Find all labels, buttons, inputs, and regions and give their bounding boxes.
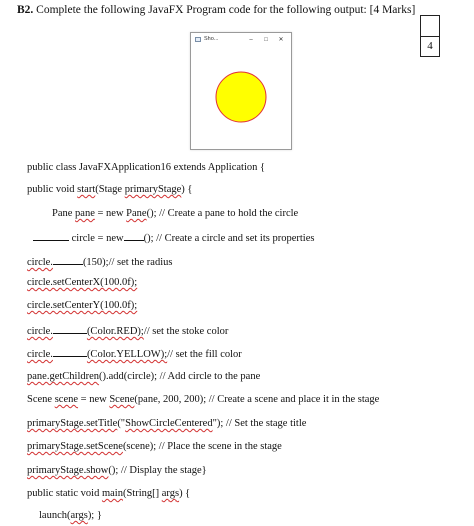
- minimize-icon[interactable]: –: [249, 37, 253, 43]
- code-token: Scene: [109, 394, 135, 405]
- code-token: start: [77, 184, 96, 195]
- code-line-4: [33, 230, 314, 246]
- circle-canvas: [191, 47, 291, 149]
- code-token: (": [117, 418, 126, 429]
- code-line-12: [27, 417, 306, 431]
- code-token: circle.: [27, 349, 53, 360]
- code-token: args: [70, 510, 88, 521]
- code-token: args: [161, 488, 180, 499]
- code-token: Pane: [52, 208, 76, 219]
- code-line-9: [27, 346, 242, 362]
- code-line-13: [27, 440, 282, 454]
- code-token: launch(: [39, 510, 71, 521]
- code-token: pane.getChildren: [27, 371, 100, 382]
- window-title: Sho...: [204, 36, 219, 42]
- marks-value: 4: [427, 40, 433, 52]
- code-token: ().add(circle); // Add circle to the pane: [99, 371, 261, 382]
- code-line-15: [27, 487, 190, 501]
- code-line-11: [27, 393, 379, 407]
- code-line-10: [27, 370, 260, 384]
- code-token: circle.setCenterY(100.0f);: [27, 300, 138, 311]
- code-token: = new: [94, 208, 127, 219]
- code-token: circle.: [27, 257, 53, 268]
- code-token: ) {: [181, 184, 193, 195]
- code-token: primaryStage.setScene: [27, 441, 123, 452]
- code-token: (150);// set the radius: [82, 257, 173, 268]
- code-token: = new: [78, 394, 110, 405]
- code-token: (); // Create a circle and set its properties: [143, 233, 315, 244]
- code-token: // set the stoke color: [143, 326, 229, 337]
- code-token: circle.setCenterX(100.0f);: [27, 277, 138, 288]
- code-token: (String[]: [122, 488, 162, 499]
- maximize-icon[interactable]: □: [264, 37, 268, 43]
- code-token: scene: [54, 394, 79, 405]
- question-number: B2.: [17, 4, 34, 16]
- code-line-16: [39, 509, 102, 523]
- code-token: pane: [75, 208, 95, 219]
- code-token: main: [101, 488, 123, 499]
- code-token: circle = new: [69, 233, 124, 244]
- code-token: Scene: [27, 394, 55, 405]
- code-line-3: [52, 207, 298, 221]
- code-token: ); }: [87, 510, 102, 521]
- code-token: public void: [27, 184, 78, 195]
- marks-box: [420, 15, 440, 57]
- code-token: circle.: [27, 326, 53, 337]
- app-icon: [195, 37, 201, 42]
- code-token: // set the fill color: [167, 349, 242, 360]
- fill-blank[interactable]: [53, 346, 87, 357]
- window-canvas: [191, 47, 291, 149]
- close-icon[interactable]: ✕: [278, 37, 284, 43]
- code-token: Pane: [126, 208, 147, 219]
- fill-blank[interactable]: [53, 254, 83, 265]
- question-body: Complete the following JavaFX Program code for the following output: [4 Marks]: [33, 4, 416, 16]
- code-line-7: [27, 299, 137, 313]
- code-token: (); // Create a pane to hold the circle: [146, 208, 299, 219]
- code-token: primaryStage: [124, 184, 182, 195]
- question-text: [17, 4, 415, 16]
- class-declaration: public class JavaFXApplication16 extends Application {: [27, 162, 266, 173]
- code-token: "); // Set the stage title: [212, 418, 307, 429]
- code-token: (Stage: [95, 184, 125, 195]
- code-token: (pane, 200, 200); // Create a scene and place it in the stage: [134, 394, 380, 405]
- code-token: ) {: [179, 488, 191, 499]
- window-titlebar: [191, 33, 291, 47]
- code-token: (Color.YELLOW);: [86, 349, 168, 360]
- code-token: (Color.RED);: [86, 326, 144, 337]
- code-line-8: [27, 323, 228, 339]
- code-token: primaryStage.setTitle: [27, 418, 118, 429]
- code-line-2: [27, 183, 192, 197]
- code-token: ShowCircleCentered: [125, 418, 213, 429]
- code-line-5: [27, 254, 172, 270]
- fill-blank[interactable]: [124, 230, 144, 241]
- code-token: public static void: [27, 488, 102, 499]
- code-line-14: [27, 464, 207, 478]
- fill-blank[interactable]: [53, 323, 87, 334]
- output-window: [190, 32, 292, 150]
- code-token: (scene); // Place the scene in the stage: [122, 441, 282, 452]
- fill-blank[interactable]: [33, 230, 69, 241]
- code-line-1: [27, 161, 265, 175]
- code-token: (); // Display the stage}: [108, 465, 207, 476]
- code-token: primaryStage.show: [27, 465, 109, 476]
- yellow-circle: [216, 72, 266, 122]
- code-line-6: [27, 276, 137, 290]
